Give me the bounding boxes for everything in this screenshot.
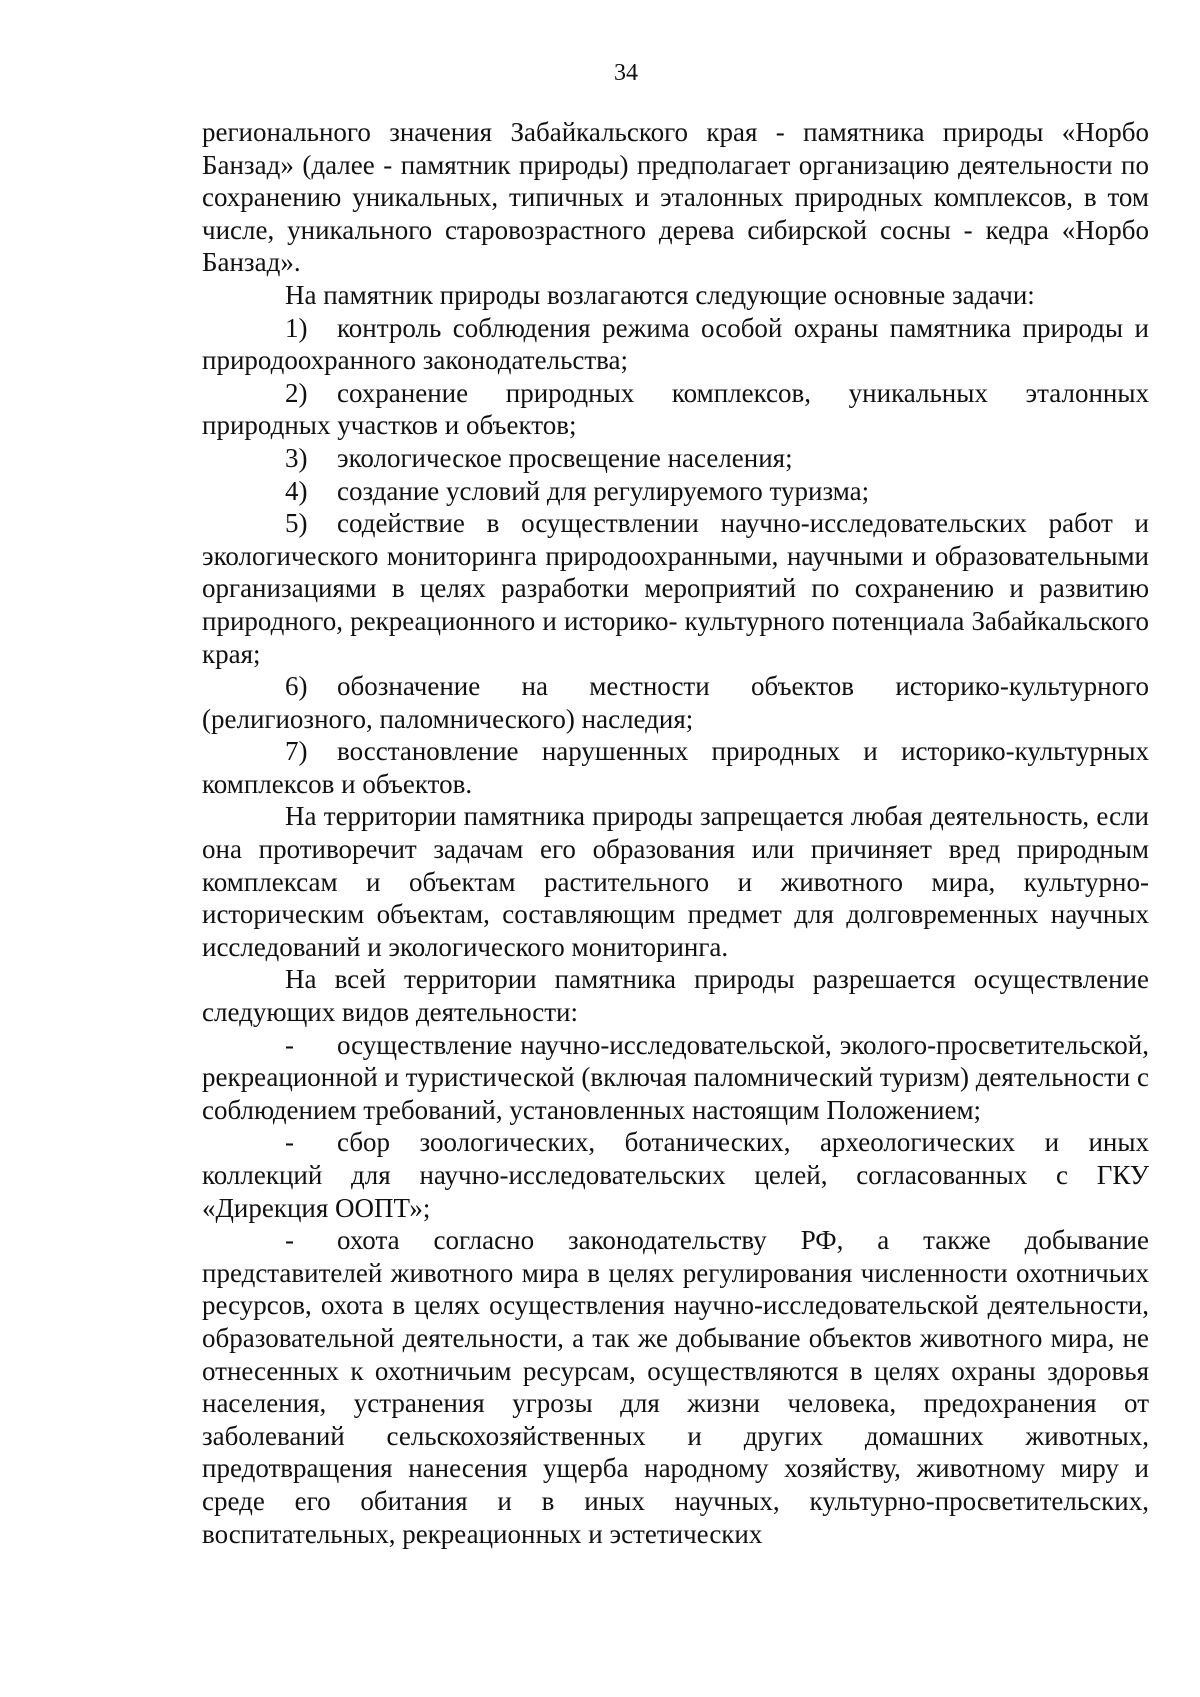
intro-paragraph: регионального значения Забайкальского края - памятника природы «Норбо Банзад» (далее - памятник природы) предполагает организацию деятельности по сохранению уникальных, типичных и эталонных природных комплексов, в том числе, уникального старовозрастного дерева сибирской сосны - кедра «Норбо Банзад». (202, 117, 1149, 278)
task-number: 4) (285, 475, 308, 506)
task-number: 6) (285, 671, 308, 702)
task-number: 5) (285, 508, 308, 539)
permitted-text: охота согласно законодательству РФ, а также добывание представителей животного мира в целях регулирования численности охотничьих ресурсов, охота в целях осуществления научно-исследовательской деятельности, образовательной деятельности, а так же добывание объектов животного мира, не отнесенных к охотничьим ресурсам, осуществляются в целях охраны здоровья населения, устранения угрозы для жизни человека, предохранения от заболеваний сельскохозяйственных и других домашних животных, предотвращения нанесения ущерба народному хозяйству, животному миру и среде его обитания и в иных научных, культурно-просветительских, воспитательных, рекреационных и эстетических (202, 1225, 1149, 1549)
task-item-2 (202, 377, 1149, 442)
task-item-1 (202, 312, 1149, 377)
task-text: содействие в осуществлении научно-исследовательских работ и экологического мониторинга природоохранными, научными и образовательными организациями в целях разработки мероприятий по сохранению и развитию природного, рекреационного и историко- культурного потенциала Забайкальского края; (202, 508, 1149, 669)
task-text: сохранение природных комплексов, уникальных эталонных природных участков и объектов; (202, 377, 1149, 441)
task-number: 7) (285, 736, 308, 767)
task-item-4 (202, 475, 1149, 508)
permitted-item-2 (202, 1126, 1149, 1224)
task-item-3 (202, 442, 1149, 475)
task-text: экологическое просвещение населения; (337, 442, 793, 473)
list-dash: - (285, 1225, 294, 1256)
document-body (202, 116, 1149, 1550)
tasks-intro-paragraph: На памятник природы возлагаются следующие основные задачи: (285, 279, 1035, 310)
task-number: 2) (285, 377, 308, 408)
permitted-text: осуществление научно-исследовательской, эколого-просветительской, рекреационной и туристической (включая паломнический туризм) деятельности с соблюдением требований, установленных настоящим Положением; (202, 1029, 1149, 1125)
permitted-item-3 (202, 1224, 1149, 1550)
task-text: контроль соблюдения режима особой охраны памятника природы и природоохранного законодательства; (202, 312, 1149, 376)
task-item-6 (202, 670, 1149, 735)
prohibition-paragraph: На территории памятника природы запрещается любая деятельность, если она противоречит задачам его образования или причиняет вред природным комплексам и объектам растительного и животного мира, культурно-историческим объектам, составляющим предмет для долговременных научных исследований и экологического мониторинга. (202, 801, 1149, 962)
task-text: восстановление нарушенных природных и историко-культурных комплексов и объектов. (202, 736, 1149, 799)
list-dash: - (285, 1127, 294, 1158)
list-dash: - (285, 1029, 294, 1060)
task-item-5 (202, 507, 1149, 670)
permitted-item-1 (202, 1029, 1149, 1127)
task-item-7 (202, 735, 1149, 800)
task-number: 3) (285, 442, 308, 473)
permitted-text: сбор зоологических, ботанических, археологических и иных коллекций для научно-исследовательских целей, согласованных с ГКУ «Дирекция ООПТ»; (202, 1127, 1149, 1223)
permission-intro-paragraph: На всей территории памятника природы разрешается осуществление следующих видов деятельности: (202, 964, 1149, 1028)
task-number: 1) (285, 312, 308, 343)
task-text: обозначение на местности объектов историко-культурного (религиозного, паломнического) наследия; (202, 671, 1149, 734)
task-text: создание условий для регулируемого туризма; (337, 475, 870, 506)
page-number: 34 (614, 60, 638, 86)
